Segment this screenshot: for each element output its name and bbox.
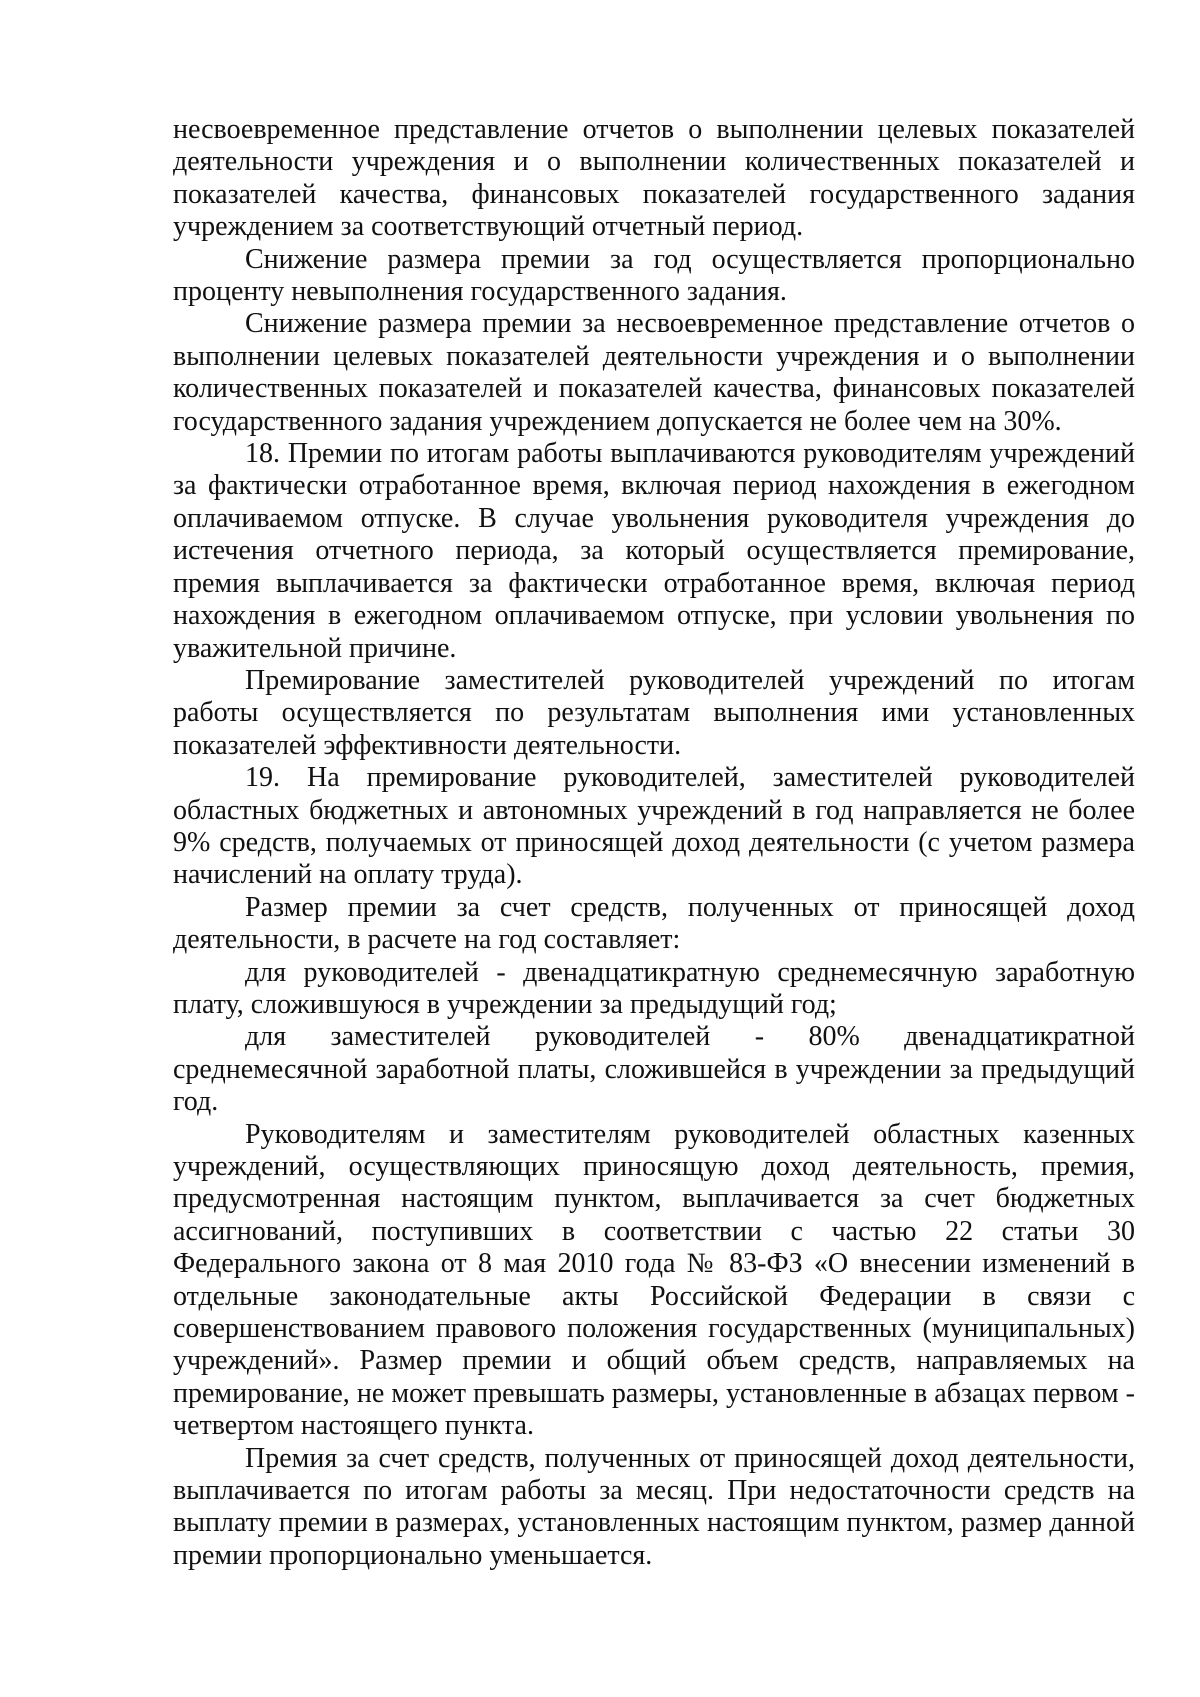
paragraph-item-18: 18. Премии по итогам работы выплачиваются руководителям учреждений за фактически отработанное время, включая период нахождения в ежегодном оплачиваемом отпуске. В случае увольнения руководителя учреждения до истечения отчетного периода, за который осуществляется премирование, премия выплачивается за фактически отработанное время, включая период нахождения в ежегодном оплачиваемом отпуске, при условии увольнения по уважительной причине. [173,438,1135,664]
paragraph-monthly-bonus: Премия за счет средств, полученных от приносящей доход деятельности, выплачивается по итогам работы за месяц. При недостаточности средств на выплату премии в размерах, установленных настоящим пунктом, размер данной премии пропорционально уменьшается. [173,1442,1135,1571]
paragraph-bonus-for-heads: для руководителей - двенадцатикратную среднемесячную заработную плату, сложившуюся в учреждении за предыдущий год; [173,956,1135,1020]
paragraph-item-19: 19. На премирование руководителей, заместителей руководителей областных бюджетных и автономных учреждений в год направляется не более 9% средств, получаемых от приносящей доход деятельности (с учетом размера начислений на оплату труда). [173,762,1135,891]
paragraph-bonus-for-deputies: для заместителей руководителей - 80% двенадцатикратной среднемесячной заработной платы, сложившейся в учреждении за предыдущий год. [173,1021,1135,1118]
paragraph-late-report-reduction-limit: Снижение размера премии за несвоевременное представление отчетов о выполнении целевых показателей деятельности учреждения и о выполнении количественных показателей и показателей качества, финансовых показателей государственного задания учреждением допускается не более чем на 30%. [173,308,1135,437]
paragraph-bonus-size-intro: Размер премии за счет средств, полученных от приносящей доход деятельности, в расчете на год составляет: [173,891,1135,956]
paragraph-overdue-reports-continued: несвоевременное представление отчетов о выполнении целевых показателей деятельности учреждения и о выполнении количественных показателей и показателей качества, финансовых показателей государственного задания учреждением за соответствующий отчетный период. [173,114,1135,243]
paragraph-annual-bonus-reduction: Снижение размера премии за год осуществляется пропорционально проценту невыполнения государственного задания. [173,243,1135,308]
document-body [173,114,1135,1572]
paragraph-state-institutions-bonus: Руководителям и заместителям руководителей областных казенных учреждений, осуществляющих приносящую доход деятельность, премия, предусмотренная настоящим пунктом, выплачивается за счет бюджетных ассигнований, поступивших в соответствии с частью 22 статьи 30 Федерального закона от 8 мая 2010 года № 83-ФЗ «О внесении изменений в отдельные законодательные акты Российской Федерации в связи с совершенствованием правового положения государственных (муниципальных) учреждений». Размер премии и общий объем средств, направляемых на премирование, не может превышать размеры, установленные в абзацах первом - четвертом настоящего пункта. [173,1118,1135,1442]
paragraph-deputies-bonus: Премирование заместителей руководителей учреждений по итогам работы осуществляется по результатам выполнения ими установленных показателей эффективности деятельности. [173,664,1135,761]
